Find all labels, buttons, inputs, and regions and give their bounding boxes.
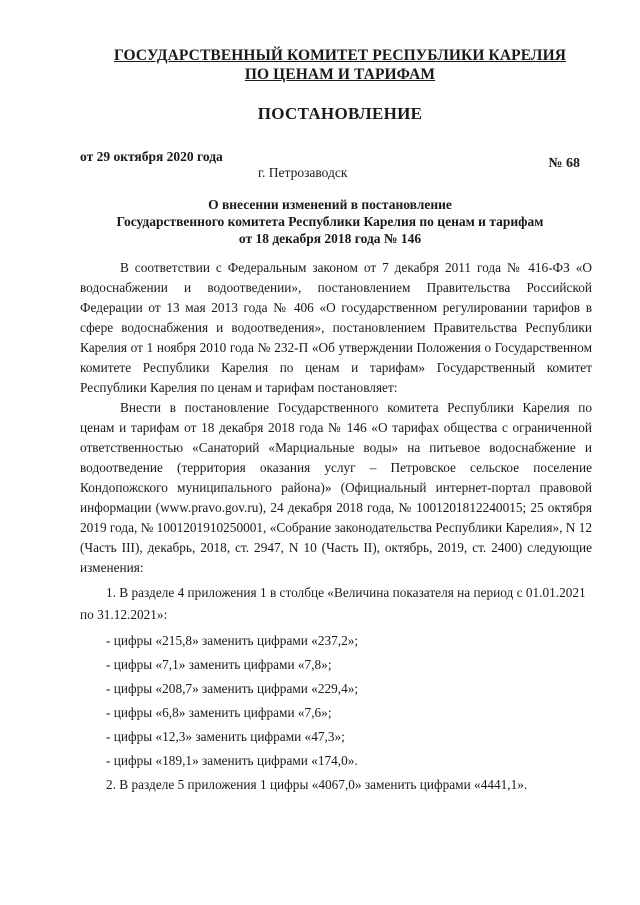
title-line3: от 18 декабря 2018 года № 146 xyxy=(238,231,422,246)
replacement-item: - цифры «12,3» заменить цифрами «47,3»; xyxy=(106,729,345,744)
document-type: ПОСТАНОВЛЕНИЕ xyxy=(257,104,423,123)
replacement-item: - цифры «208,7» заменить цифрами «229,4»; xyxy=(106,681,359,696)
replacement-item: - цифры «189,1» заменить цифрами «174,0». xyxy=(106,753,358,768)
agency-name-line2: ПО ЦЕНАМ И ТАРИФАМ xyxy=(244,66,436,83)
replacement-item: - цифры «7,1» заменить цифрами «7,8»; xyxy=(106,657,332,672)
replacement-item: - цифры «215,8» заменить цифрами «237,2»; xyxy=(106,633,359,648)
document-body xyxy=(80,258,592,797)
point-1-line1: 1. В разделе 4 приложения 1 в столбце «Величина показателя на период с 01.01.2021 xyxy=(106,585,586,600)
document-date: от 29 октября 2020 года xyxy=(80,149,223,164)
point-1 xyxy=(80,581,592,605)
agency-name-line1: ГОСУДАРСТВЕННЫЙ КОМИТЕТ РЕСПУБЛИКИ КАРЕЛИЯ xyxy=(113,47,567,64)
point-2: 2. В разделе 5 приложения 1 цифры «4067,0» заменить цифрами «4441,1». xyxy=(106,777,528,792)
paragraph-changes: Внести в постановление Государственного комитета Республики Карелия по ценам и тарифам от 18 декабря 2018 года № 146 «О тарифах общества с ограниченной ответственностью «Санаторий «Марциальные воды» на питьевое водоснабжение и водоотведение (территория оказания услуг – Петровское сельское поселение Кондопожского муниципального района)» (Официальный интернет-портал правовой информации (www.pravo.gov.ru), 24 декабря 2018 года, № 1001201812240015; 25 октября 2019 года, № 1001201910250001, «Собрание законодательства Республики Карелия», N 12 (Часть III), декабрь, 2018, ст. 2947, N 10 (Часть II), октябрь, 2019, ст. 2400) следующие изменения: xyxy=(80,400,592,575)
document-title xyxy=(90,196,570,247)
point-1-continuation: по 31.12.2021»: xyxy=(80,607,168,622)
title-line2: Государственного комитета Республики Карелия по ценам и тарифам xyxy=(116,214,544,229)
agency-name xyxy=(110,46,570,84)
document-number: № 68 xyxy=(548,156,580,171)
replacement-item: - цифры «6,8» заменить цифрами «7,6»; xyxy=(106,705,332,720)
title-line1: О внесении изменений в постановление xyxy=(208,197,452,212)
document-city: г. Петрозаводск xyxy=(258,165,348,180)
paragraph-basis: В соответствии с Федеральным законом от 7 декабря 2011 года № 416-ФЗ «О водоснабжении и водоотведении», постановлением Правительства Российской Федерации от 13 мая 2013 года № 406 «О государственном регулировании тарифов в сфере водоснабжения и водоотведения», постановлением Правительства Республики Карелия от 1 ноября 2010 года № 232-П «Об утверждении Положения о Государственном комитете Республики Карелия по ценам и тарифам» Государственный комитет Республики Карелия по ценам и тарифам постановляет: xyxy=(80,260,592,395)
